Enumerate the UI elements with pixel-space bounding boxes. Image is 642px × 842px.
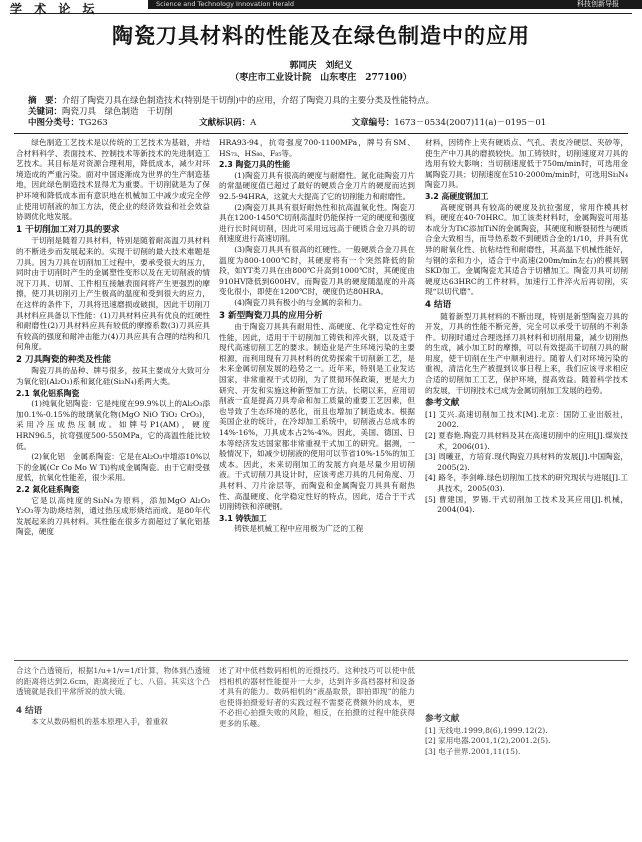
page-divider (14, 660, 628, 661)
paper-title: 陶瓷刀具材料的性能及在绿色制造中的应用 (112, 24, 530, 48)
heading-3-1: 3.1 铸铁加工 (219, 513, 267, 523)
intro-paragraph: 绿色制造工艺技术是以传统的工艺技术为基础，并结合材料科学、表面技术、控制技术等新技术的先进制造工艺技术。其目标是对资源合理利用，降低成本，减少对环境造成的严重污染。面对中国逐渐成为世界的生产制造基地，因此绿色制造技术显得尤为重要。干切削就是为了保护环境和降低成本而有意识地在机械加工中减少或完全停止使用切削液的加工方法，使企业的经济效益和社会效益协调优化地发展。 (16, 138, 210, 222)
abstract (28, 96, 434, 107)
heading-1: 1 干切削加工对刀具的要求 (16, 224, 120, 235)
reference-item: [2] 夏春艳.陶瓷刀具材料及其在高速切削中的应用[J].煤炭技术，2006(01). (425, 431, 628, 451)
keywords (28, 107, 173, 118)
doc-code-value: A (250, 118, 257, 128)
classification-line (28, 118, 628, 129)
heading-2-1: 2.1 氧化铝系陶瓷 (16, 388, 80, 398)
column-3 (425, 138, 628, 516)
heading-3-2: 3.2 高硬度钢加工 (425, 191, 489, 201)
section-2-1-paragraph-b: (2)氧化铝 金属系陶瓷：它是在Al₂O₃中增添10%以下的金属(Cr Co Mo W Ti)构成金属陶瓷。由于它耐受强度低，抗氧化性能差，很少采用。 (16, 452, 210, 483)
bottom-column-3 (425, 712, 628, 757)
section-2-3-paragraph-d: (4)陶瓷刀具有极小的与金属的亲和力。 (234, 297, 367, 307)
section-2-3-paragraph-b: (2)陶瓷刀具具有很好耐热性和抗高温氧化性。陶瓷刀具在1200-1450℃切削高温时仍能保持一定的硬度和强度进行长时间切削，因此可采用远远高于硬质合金刀具的切削速度进行高速切削。 (219, 202, 415, 244)
column-1 (16, 138, 210, 538)
doc-code-label: 文献标识码： (199, 118, 251, 128)
authors: 郭同庆 刘纪义 (289, 61, 353, 71)
bottom-paragraph-3: 述了对中低档数码相机的近摄技巧。这种技巧可以使中低档相机的器材性能提升一大步，达到许多高档器材和设备才具有的能力。数码相机的“液晶取景，即拍即现”的能力也使得拍摄爱好者的实践过程不需要花费额外的成本，更不必担心拍摄失败的风险，相反，在拍摄的过程中能获得更多的乐趣。 (219, 666, 415, 728)
abstract-text: 介绍了陶瓷刀具在绿色制造技术(特别是干切削)中的应用，介绍了陶瓷刀具的主要分类及性能特点。 (62, 96, 435, 106)
abstract-label: 摘 要： (28, 96, 63, 106)
header-rule (10, 13, 632, 14)
column-2 (219, 138, 415, 535)
section-2-2-paragraph: 它是以高纯度的Si₃N₄为原料，添加MgO Al₂O₃ Y₂O₃等为助烧结剂，通过热压成形烧结而成。是80年代发展起来的刀具材料。其性能在很多方面超过了氧化铝基陶瓷，硬度 (16, 495, 210, 537)
journal-english-name: Science and Technology Innovation Herald (148, 0, 562, 9)
bottom-paragraph-2: 本文从数码相机的基本原理入手，着重叙 (31, 717, 168, 727)
bottom-column-2 (219, 666, 415, 730)
continued-paragraph: HRA93-94，抗弯强度700-1100MPa，牌号有SM、HS₇₃、HS₈₀、F₈₅等。 (219, 138, 415, 158)
section-3-paragraph: 由于陶瓷刀具具有耐用性、高硬度、化学稳定性好的性能，因此，适用于干切削加工铸铁和淬火钢，以及适于现代高速切削工艺的要求。制造业是产生环境污染的主要根源，而利用现有刀具材料的优势探索干切削新工艺，是未来金属切削发展的趋势之一。近年来，特别是工业发达国家，非常重视干式切削，为了贯彻环保政策，更是大力研究、开发和实施这种新型加工方法。长期以来，应用切削液一直是提高刀具寿命和加工质量的重要工艺因素，但也导致了生态环境的恶化，而且也增加了制造成本。根据美国企业的统计，在冷却加工系统中，切削液占总成本的14%-16%，刀具成本占2%-4%。因此，美国、德国、日本等经济发达国家都非常重视干式加工的研究。据测，一般情况下，如减少切削液的使用可以节省10%-15%的加工成本。因此，未来切削加工的发展方向是尽量少用切削液。干式切削刀具设计时，应该考虑刀具的几何角度、刀具材料、刀片涂层等，而陶瓷和金属陶瓷刀具具有耐热性、高温硬度、化学稳定性好的特点，因此，适合于干式切削铸铁和淬硬钢。 (219, 322, 415, 512)
article-id-value: 1673－0534(2007)11(a)－0195－01 (394, 118, 547, 128)
heading-2: 2 刀具陶瓷的种类及性能 (16, 354, 111, 365)
heading-4: 4 结语 (425, 299, 452, 310)
clc-value: TG263 (79, 118, 108, 128)
keywords-text: 陶瓷刀具 绿色制造 干切削 (62, 107, 173, 117)
continued-paragraph-3: 材料，因铸件上夹有硬质点、气孔、表皮冷硬层、夹砂等，使生产中刀具的磨损较快。加工铸铁时，切削速度对刀具的选用有较大影响；当切削速度低于750m/min时，可选用金属陶瓷刀具；切削速度在510-2000m/min时，可选用Si₃N₄陶瓷刀具。 (425, 138, 628, 190)
section-1-paragraph: 干切削是随着刀具材料，特别是随着耐高温刀具材料的不断进步而发展起来的。实现干切削的最大技术难题是刀具。因为刀具在切削加工过程中，要承受很大的压力，同时由于切削时产生的金属塑性变形以及在无切削液的情况下刀具、切屑、工件相互接触表面间将产生更强烈的摩擦，使刀具切削刃上产生极高的温度和受到很大的应力，在这样的条件下，刀具将迅速磨损或破损，因此干切削刀具材料应具备以下性能：(1)刀具材料应具有优良的红硬性和耐磨性(2)刀具材料应具有较低的摩擦系数(3)刀具应具有较高的强度和耐冲击能力(4)刀具应具有合理的结构和几何角度。 (16, 236, 210, 352)
article-id-label: 文章编号： (351, 118, 395, 128)
conclusion-paragraph: 随着新型刀具材料的不断出现，特别是新型陶瓷刀具的开发，刀具的性能不断完善，完全可以承受干切削的不利条件。切削时通过合理选择刀具材料和切削用量，减少切削热的生成，减小加工时的摩擦，可以有效提高干切削刀具的耐用度，使干切削在生产中顺利进行。随着人们对环境污染的重视，清洁化生产被提到议事日程上来，我们应该寻求相应合适的切削加工工艺，保护环境，提高效益。随着科学技术的发展，干切削技术已成为金属切削加工发展的趋势。 (425, 311, 628, 395)
reference-item: [1] 艾兴.高速切削加工技术[M].北京：国防工业出版社，2002. (425, 409, 628, 430)
section-3-1-paragraph: 铸铁是机械工程中应用极为广泛的工程 (234, 524, 364, 534)
section-tag: 科技创新导报 (554, 0, 642, 9)
heading-2-2: 2.2 氮化硅系陶瓷 (16, 485, 80, 494)
bottom-reference-item: [1] 无线电.1999,8(6),1999.12(2). (425, 725, 548, 735)
abstract-rule (14, 133, 628, 134)
clc-label: 中图分类号： (28, 118, 80, 128)
bottom-heading: 4 结语 (16, 705, 43, 716)
section-2-paragraph: 陶瓷刀具的品种、牌号很多，按其主要成分大致可分为氧化铝(Al₂O₃)系和氮化硅(Si₃N₄)系两大类。 (16, 366, 210, 387)
section-3-2-paragraph: 高硬度钢具有较高的硬度及抗拉强度，常用作模具材料，硬度在40-70HRC。加工该类材料时，金属陶瓷可用基本成分为TiC添加TiN的金属陶瓷，其硬度和断裂韧性与硬质合金大致相当，而导热系数不到硬质合金的1/10，并具有优异的耐氧化性、抗粘结性和耐磨性，其高温下机械性能好，与钢的亲和力小，适合于中高速(200m/min左右)的模具钢SKD加工。金属陶瓷尤其适合于切槽加工。陶瓷刀具可切削硬度达63HRC的工件材料，加速行工件淬火后再切削，实现“以切代磨”。 (425, 202, 628, 297)
affiliation: （枣庄市工业设计院 山东枣庄 277100） (230, 73, 412, 83)
reference-item: [5] 曹建国，罗锡.干式切削加工技术及其应用[J].机械，2004(04). (425, 494, 628, 515)
bottom-paragraph-1: 合这个凸透镜后，根据1/u+1/v=1/f计算，物体到凸透镜的距离将达到2.6cm，距离接近了七、八倍。其实这个凸透镜就是我们平常所说的放大镜。 (16, 666, 210, 697)
reference-item: [4] 路冬，李剑峰.绿色切削加工技术的研究现状与进展[J].工具技术，2005(03). (425, 473, 628, 493)
bottom-reference-item: [3] 电子世界.2001,11(15). (425, 746, 521, 756)
keywords-label: 关键词： (28, 107, 63, 117)
heading-2-3: 2.3 陶瓷刀具的性能 (219, 160, 291, 170)
section-2-3-paragraph-a: (1)陶瓷刀具有很高的硬度与耐磨性。氮化硅陶瓷刀片的常温硬度值已超过了最好的硬质合金刀片的硬度而达到92.5-94HRA，这就大大提高了它的切削能力和耐磨性。 (219, 170, 415, 201)
section-2-3-paragraph-c: (3)陶瓷刀具具有很高的红硬性。一般硬质合金刀具在温度为800-1000℃时，其硬度将有一个突然降低的阶段，如YT类刀具在由800℃升高到1000℃时，其硬度由910HV降低到600HV。而陶瓷刀具的硬度随温度的升高变化很小，即使在1200℃时，硬度仍达80HRA。 (219, 244, 415, 297)
section-2-1-paragraph-a: (1)纯氧化铝陶瓷：它是纯度在99.9%以上的Al₂O₃添加0.1%-0.15%的玻璃氧化物(MgO NiO TiO₂ CrO₃)，采用冷压成热压制成。如牌号P1(AM)，硬度HRN96.5，抗弯强度500-550MPa，它的高温性能比较低。 (16, 399, 210, 451)
references-heading: 参考文献 (425, 398, 460, 409)
reference-item: [3] 周曦亚，方培育.现代陶瓷刀具材料的发展[J].中国陶瓷，2005(2). (425, 452, 628, 472)
heading-3: 3 新型陶瓷刀具的应用分析 (219, 310, 323, 321)
bottom-column-1 (16, 666, 210, 728)
journal-name: 学 术 论 坛 (10, 2, 99, 16)
bottom-reference-item: [2] 家用电器.2001,1(2),2001.2(5). (425, 736, 551, 746)
bottom-references-heading: 参考文献 (425, 714, 460, 724)
